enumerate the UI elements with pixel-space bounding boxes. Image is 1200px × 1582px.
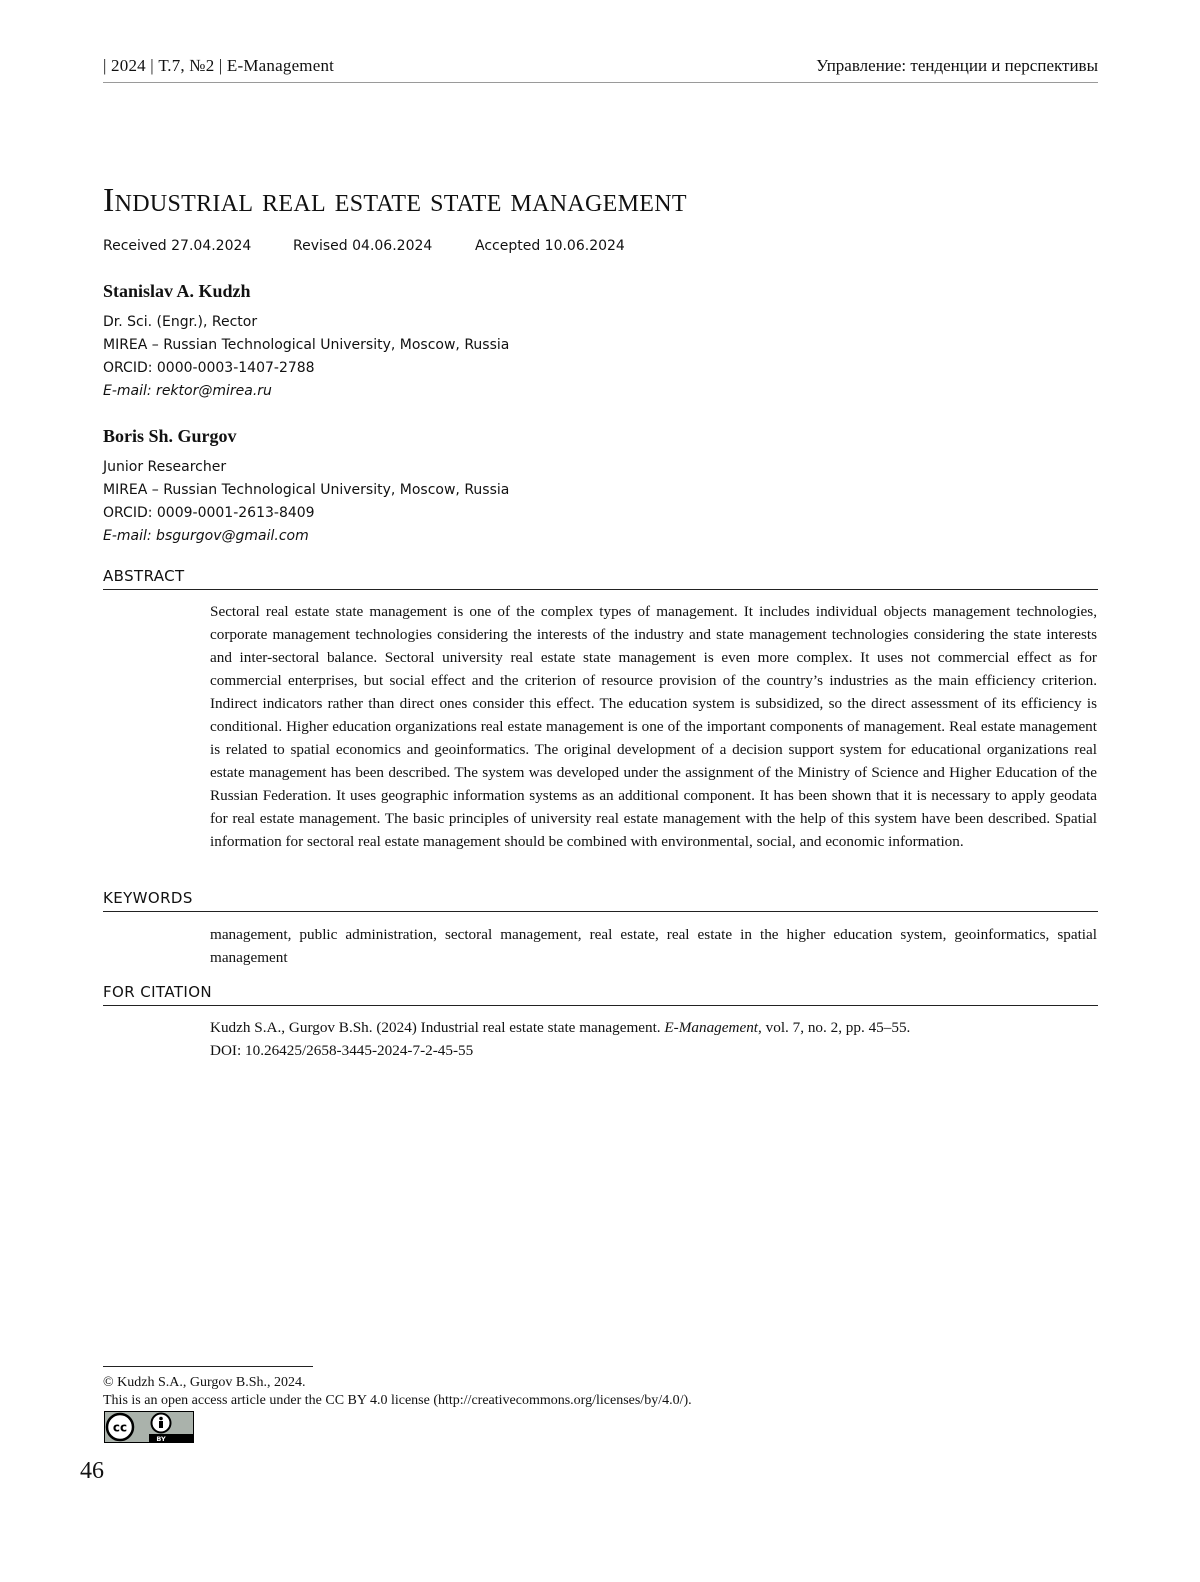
author-block [103,281,509,403]
citation-journal: E-Management [664,1019,758,1036]
cc-badge-text: cc [113,1421,127,1435]
author-email: E-mail: bsgurgov@gmail.com [103,525,509,548]
citation-reference: Kudzh S.A., Gurgov B.Sh. (2024) Industrial real estate state management. [210,1019,664,1036]
keywords-text: management, public administration, sectoral management, real estate, real estate in the higher education system, geoinformatics, spatial management [210,923,1097,969]
journal-section-title: Управление: тенденции и перспективы [816,56,1098,76]
citation-text [210,1016,1097,1062]
cc-by-license-badge [104,1411,194,1448]
article-dates [103,238,625,254]
running-header [103,56,1098,83]
cc-by-icon [104,1411,194,1443]
author-email: E-mail: rektor@mirea.ru [103,380,509,403]
keywords-heading: KEYWORDS [103,889,1098,912]
author-name: Boris Sh. Gurgov [103,426,509,447]
license-line: This is an open access article under the CC BY 4.0 license (http://creativecommons.org/licenses/by/4.0/). [103,1392,692,1410]
page-number: 46 [80,1458,104,1485]
abstract-text: Sectoral real estate state management is one of the complex types of management. It includes individual objects management technologies, corporate management technologies considering the interests of the industry and state management technologies considering the state interests and inter-sectoral balance. Sectoral university real estate state management is even more complex. It uses not commercial effect as for commercial enterprises, but social effect and the criterion of resource provision of the country’s industries as the main efficiency criterion. Indirect indicators rather than direct ones consider this effect. The education system is subsidized, so the direct assessment of its efficiency is conditional. Higher education organizations real estate management is one of the important components of management. Real estate management is related to spatial economics and geoinformatics. The original development of a decision support system for educational organizations real estate management has been described. The system was developed under the assignment of the Ministry of Science and Higher Education of the Russian Federation. It uses geographic information systems as an additional component. It has been shown that it is necessary to apply geodata for real estate management. The basic principles of university real estate management with the help of this system have been described. Spatial information for sectoral real estate management should be combined with environmental, social, and economic information. [210,600,1097,853]
footnote [103,1374,692,1410]
author-name: Stanislav A. Kudzh [103,281,509,302]
author-block [103,426,509,548]
received-date: Received 27.04.2024 [103,238,293,254]
journal-issue-info: | 2024 | Т.7, №2 | E-Management [103,56,334,76]
author-affiliation: MIREA – Russian Technological University, Moscow, Russia [103,334,509,357]
citation-heading: FOR CITATION [103,983,1098,1006]
accepted-date: Accepted 10.06.2024 [475,238,625,254]
author-orcid: ORCID: 0009-0001-2613-8409 [103,502,509,525]
author-orcid: ORCID: 0000-0003-1407-2788 [103,357,509,380]
author-position: Dr. Sci. (Engr.), Rector [103,311,509,334]
author-affiliation: MIREA – Russian Technological University, Moscow, Russia [103,479,509,502]
abstract-heading: ABSTRACT [103,567,1098,590]
footnote-divider [103,1366,313,1367]
revised-date: Revised 04.06.2024 [293,238,475,254]
copyright-line: © Kudzh S.A., Gurgov B.Sh., 2024. [103,1374,692,1392]
citation-volume-pages: , vol. 7, no. 2, pp. 45–55. [758,1019,910,1036]
citation-doi: DOI: 10.26425/2658-3445-2024-7-2-45-55 [210,1042,473,1059]
article-title: Industrial real estate state management [103,182,687,220]
by-badge-text: BY [156,1435,166,1443]
author-position: Junior Researcher [103,456,509,479]
